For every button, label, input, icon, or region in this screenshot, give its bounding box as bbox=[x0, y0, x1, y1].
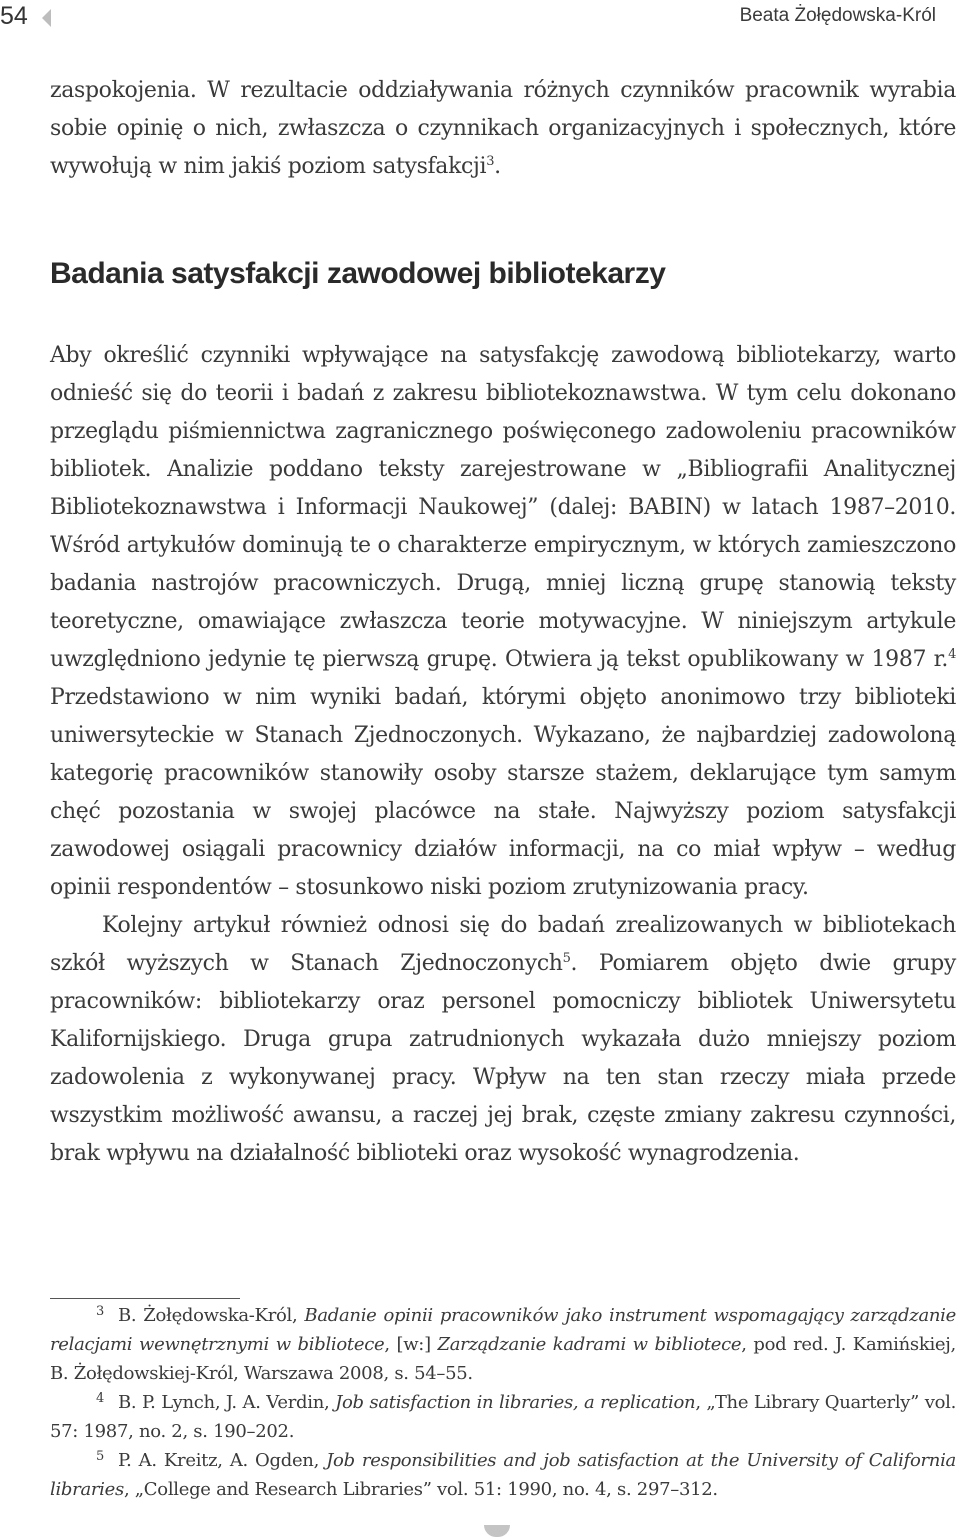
footnote-text: B. P. Lynch, J. A. Verdin, bbox=[117, 1392, 336, 1413]
footnote-text: P. A. Kreitz, A. Ogden, bbox=[117, 1450, 327, 1471]
footnotes bbox=[50, 1301, 956, 1504]
section-paragraph-1 bbox=[50, 337, 956, 907]
section-heading: Badania satysfakcji zawodowej bibliotekarzy bbox=[50, 257, 666, 290]
running-header bbox=[0, 0, 960, 36]
section-body bbox=[50, 337, 956, 1173]
continuation-block bbox=[50, 72, 956, 186]
continuation-paragraph bbox=[50, 72, 956, 186]
paragraph-2-text-a: Kolejny artykuł również odnosi się do badań zrealizowanych w bibliotekach szkół wyższych w Stanach Zjednoczonych bbox=[50, 913, 956, 976]
paragraph-1-text-b: Przedstawiono w nim wyniki badań, którymi objęto anonimowo trzy biblioteki uniwersyteckie w Stanach Zjednoczonych. Wykazano, że najbardziej zadowoloną kategorię pracowników stanowiły osoby starsze stażem, deklarujące tym samym chęć pozostania w swojej placówce na stałe. Najwyższy poziom satysfakcji zawodowej osiągali pracownicy działów informacji, na co miał wpływ – według opinii respondentów – stosunkowo niski poziom zrutynizowania pracy. bbox=[50, 685, 956, 900]
footnote-3 bbox=[50, 1301, 956, 1388]
footnote-number: 4 bbox=[96, 1391, 104, 1406]
footnote-ref-5[interactable]: 5 bbox=[562, 951, 571, 966]
footnote-number: 5 bbox=[96, 1449, 104, 1464]
footnote-text: , pod red. J. Kamińskiej, B. Żołędowskiej-Król, Warszawa 2008, s. 54–55. bbox=[50, 1334, 956, 1384]
paragraph-1-text-a: Aby określić czynniki wpływające na satysfakcję zawodową bibliotekarzy, warto odnieść się do teorii i badań z zakresu bibliotekoznawstwa. W tym celu dokonano przeglądu piśmiennictwa zagranicznego poświęconego zadowoleniu pracowników bibliotek. Analizie poddano teksty zarejestrowane w „Bibliografii Analitycznej Bibliotekoznawstwa i Informacji Naukowej” (dalej: BABIN) w latach 1987–2010. Wśród artykułów dominują te o charakterze empirycznym, w których zamieszczono badania nastrojów pracowniczych. Drugą, mniej liczną grupę stanowią teksty teoretyczne, omawiające zwłaszcza teorie motywacyjne. W niniejszym artykule uwzględniono jedynie tę pierwszą grupę. Otwiera ją tekst opublikowany w 1987 r. bbox=[50, 343, 956, 672]
footnote-5 bbox=[50, 1446, 956, 1504]
running-author: Beata Żołędowska-Król bbox=[739, 5, 936, 26]
footnote-title: Job responsibilities and job satisfaction at the University of California libraries bbox=[50, 1450, 956, 1500]
page-edge-marker-icon bbox=[42, 9, 51, 27]
footnote-number: 3 bbox=[96, 1304, 104, 1319]
footnote-title: Job satisfaction in libraries, a replication bbox=[335, 1392, 696, 1413]
continuation-text: zaspokojenia. W rezultacie oddziaływania różnych czynników pracownik wyrabia sobie opinię o nich, zwłaszcza o czynnikach organizacyjnych i społecznych, które wywołują w nim jakiś poziom satysfakcji bbox=[50, 78, 956, 179]
footnote-ref-4[interactable]: 4 bbox=[948, 647, 956, 662]
footnote-text: , „College and Research Libraries” vol. 51: 1990, no. 4, s. 297–312. bbox=[123, 1479, 718, 1500]
section-paragraph-2 bbox=[50, 907, 956, 1173]
paragraph-2-text-b: . Pomiarem objęto dwie grupy pracowników: bibliotekarzy oraz personel pomocniczy bibliotek Uniwersytetu Kalifornijskiego. Druga grupa zatrudnionych wykazała dużo mniejszy poziom zadowolenia z wykonywanej pracy. Wpływ na ten stan rzeczy miała przede wszystkim możliwość awansu, a raczej jej brak, częste zmiany zakresu czynności, brak wpływu na działalność biblioteki oraz wysokość wynagrodzenia. bbox=[50, 951, 956, 1166]
footnote-4 bbox=[50, 1388, 956, 1446]
footnote-separator bbox=[50, 1298, 240, 1299]
footnote-text: , [w:] bbox=[384, 1334, 438, 1355]
footnote-text: , „The Library Quarterly” vol. 57: 1987, no. 2, s. 190–202. bbox=[50, 1392, 956, 1442]
footnote-ref-3[interactable]: 3 bbox=[486, 154, 495, 169]
footnote-text: B. Żołędowska-Król, bbox=[117, 1305, 305, 1326]
page-bottom-marker-icon bbox=[484, 1525, 510, 1537]
footnote-title: Badanie opinii pracowników jako instrument wspomagający zarządzanie relacjami wewnętrznymi w bibliotece bbox=[50, 1305, 956, 1355]
footnote-title: Zarządzanie kadrami w bibliotece bbox=[437, 1334, 742, 1355]
continuation-end: . bbox=[494, 154, 501, 179]
page-number: 54 bbox=[0, 2, 28, 30]
